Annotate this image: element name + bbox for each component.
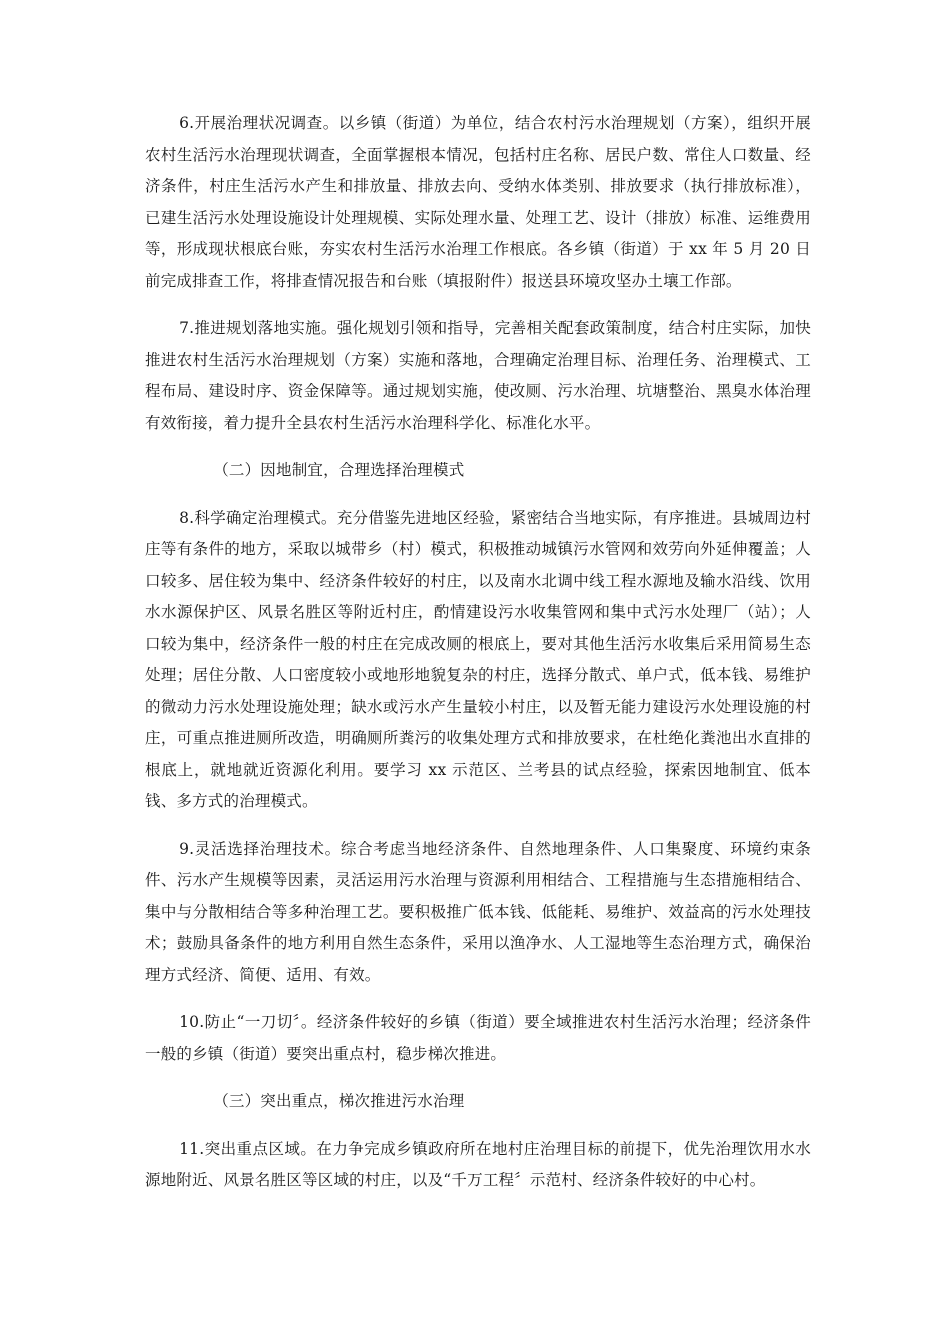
paragraph-11-key-areas: 11.突出重点区域。在力争完成乡镇政府所在地村庄治理目标的前提下，优先治理饮用水水源地附近、风景名胜区等区域的村庄，以及“千万工程〞示范村、经济条件较好的中心村。 <box>145 1139 811 1189</box>
paragraph-6-survey: 6.开展治理状况调查。以乡镇（街道）为单位，结合农村污水治理规划（方案），组织开展农村生活污水治理现状调查，全面掌握根本情况，包括村庄名称、居民户数、常住人口数量、经济条件，村庄生活污水产生和排放量、排放去向、受纳水体类别、排放要求（执行排放标准），已建生活污水处理设施设计处理规模、实际处理水量、处理工艺、设计（排放）标准、运维费用等，形成现状根底台账，夯实农村生活污水治理工作根底。各乡镇（街道）于 xx 年 5 月 20 日前完成排查工作，将排查情况报告和台账（填报附件）报送县环境攻坚办土壤工作部。 <box>145 114 811 290</box>
paragraph-7-planning: 7.推进规划落地实施。强化规划引领和指导，完善相关配套政策制度，结合村庄实际，加快推进农村生活污水治理规划（方案）实施和落地，合理确定治理目标、治理任务、治理模式、工程布局、建设时序、资金保障等。通过规划实施，使改厕、污水治理、坑塘整治、黑臭水体治理有效衔接，着力提升全县农村生活污水治理科学化、标准化水平。 <box>145 319 811 432</box>
section-heading-3: （三）突出重点，梯次推进污水治理 <box>213 1092 465 1110</box>
document-body <box>145 108 811 1213</box>
paragraph-8-mode: 8.科学确定治理模式。充分借鉴先进地区经验，紧密结合当地实际，有序推进。县城周边村庄等有条件的地方，采取以城带乡（村）模式，积极推动城镇污水管网和效劳向外延伸覆盖；人口较多、居住较为集中、经济条件较好的村庄，以及南水北调中线工程水源地及输水沿线、饮用水水源保护区、风景名胜区等附近村庄，酌情建设污水收集管网和集中式污水处理厂（站）；人口较为集中，经济条件一般的村庄在完成改厕的根底上，要对其他生活污水收集后采用简易生态处理；居住分散、人口密度较小或地形地貌复杂的村庄，选择分散式、单户式，低本钱、易维护的微动力污水处理设施处理；缺水或污水产生量较小村庄，以及暂无能力建设污水处理设施的村庄，可重点推进厕所改造，明确厕所粪污的收集处理方式和排放要求，在杜绝化粪池出水直排的根底上，就地就近资源化利用。要学习 xx 示范区、兰考县的试点经验，探索因地制宜、低本钱、多方式的治理模式。 <box>145 508 811 810</box>
paragraph-9-technology: 9.灵活选择治理技术。综合考虑当地经济条件、自然地理条件、人口集聚度、环境约束条件、污水产生规模等因素，灵活运用污水治理与资源利用相结合、工程措施与生态措施相结合、集中与分散相结合等多种治理工艺。要积极推广低本钱、低能耗、易维护、效益高的污水处理技术；鼓励具备条件的地方利用自然生态条件，采用以渔净水、人工湿地等生态治理方式，确保治理方式经济、简便、适用、有效。 <box>145 839 811 984</box>
paragraph-10-no-one-size: 10.防止“一刀切〞。经济条件较好的乡镇（街道）要全域推进农村生活污水治理；经济条件一般的乡镇（街道）要突出重点村，稳步梯次推进。 <box>145 1013 811 1063</box>
section-heading-2: （二）因地制宜，合理选择治理模式 <box>213 461 465 479</box>
